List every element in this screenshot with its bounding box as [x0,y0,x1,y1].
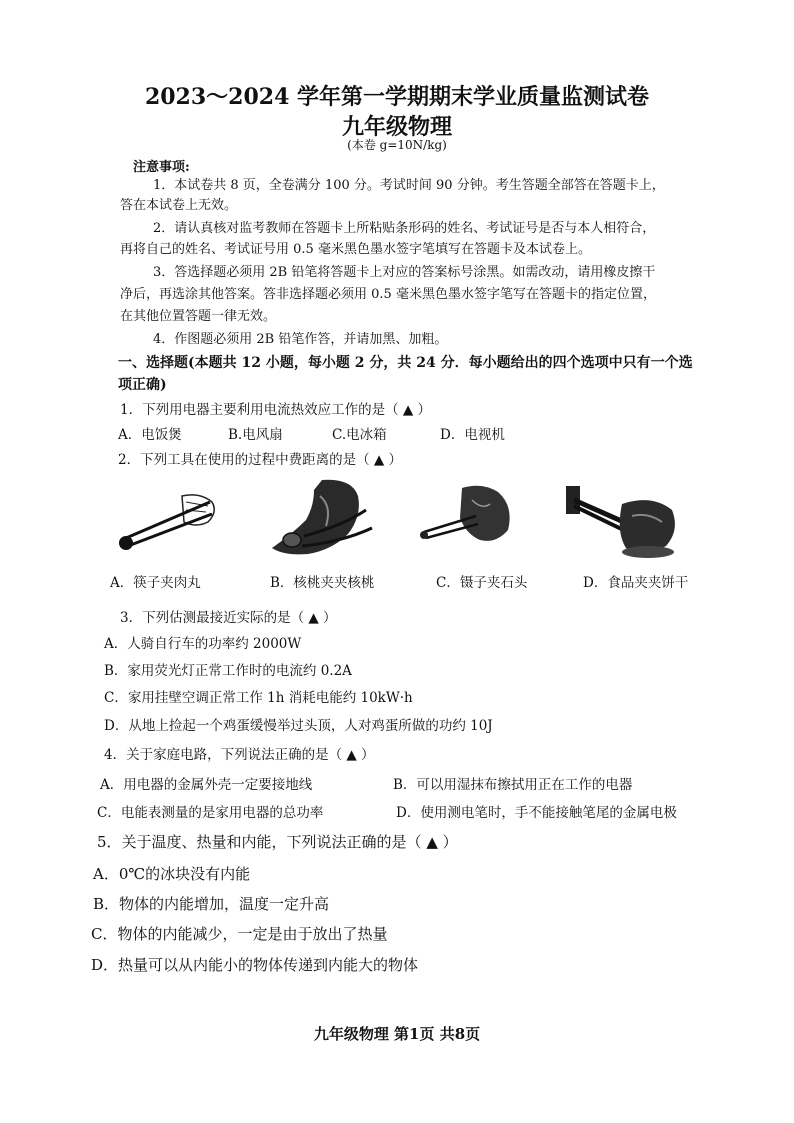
q5-option-b: B．物体的内能增加，温度一定升高 [93,895,330,913]
notes-line: 在其他位置答题一律无效。 [120,309,277,324]
q1-option-c: C.电冰箱 [332,427,387,443]
q2-caption-d: D．食品夹夹饼干 [583,575,689,591]
notes-line: 净后，再选涂其他答案。答非选择题必须用 0.5 毫米黑色墨水签字笔写在答题卡的指定位置， [120,287,656,302]
q5-option-c: C．物体的内能减少，一定是由于放出了热量 [91,925,388,943]
notes-line: 答在本试卷上无效。 [120,198,238,213]
food-clip-illustration [562,482,682,564]
notes-line: 3．答选择题必须用 2B 铅笔将答题卡上对应的答案标号涂黑。如需改动，请用橡皮擦干 [153,265,656,280]
q3-option-a: A．人骑自行车的功率约 2000W [104,636,302,652]
q4-option-d: D．使用测电笔时，手不能接触笔尾的金属电极 [396,805,677,821]
q4-option-a: A．用电器的金属外壳一定要接地线 [100,777,313,793]
q1-option-b: B.电风扇 [228,427,283,443]
q5-option-d: D．热量可以从内能小的物体传递到内能大的物体 [91,956,419,974]
question-3-stem: 3．下列估测最接近实际的是（ ▲ ） [120,610,337,626]
tweezers-illustration [416,482,521,557]
question-4-stem: 4．关于家庭电路，下列说法正确的是（ ▲ ） [104,747,375,763]
q1-option-d: D．电视机 [440,427,505,443]
section-heading-cont: 项正确) [118,377,167,393]
notes-line: 再将自己的姓名、考试证号用 0.5 毫米黑色墨水签字笔填写在答题卡及本试卷上。 [120,242,591,257]
notes-line: 2．请认真核对监考教师在答题卡上所粘贴条形码的姓名、考试证号是否与本人相符合， [153,221,656,236]
q4-option-c: C．电能表测量的是家用电器的总功率 [97,805,324,821]
question-5-stem: 5．关于温度、热量和内能，下列说法正确的是（ ▲ ） [97,833,458,851]
exam-note: (本卷 g=10N/kg) [347,138,447,152]
nutcracker-illustration [262,476,382,561]
exam-title: 2023～2024 学年第一学期期末学业质量监测试卷 [144,84,650,110]
exam-subtitle: 九年级物理 [341,114,452,140]
notes-line: 1．本试卷共 8 页，全卷满分 100 分。考试时间 90 分钟。考生答题全部答在答题卡上， [153,178,665,193]
q2-caption-a: A．筷子夹肉丸 [110,575,201,591]
q3-option-c: C．家用挂壁空调正常工作 1h 消耗电能约 10kW·h [104,690,413,706]
q2-caption-b: B．核桃夹夹核桃 [270,575,375,591]
chopsticks-illustration [112,488,222,558]
page-footer: 九年级物理 第1页 共8页 [313,1025,481,1043]
q4-option-b: B．可以用湿抹布擦拭用正在工作的电器 [393,777,633,793]
question-1-stem: 1．下列用电器主要利用电流热效应工作的是（ ▲ ） [120,402,432,418]
question-2-stem: 2．下列工具在使用的过程中费距离的是（ ▲ ） [118,452,403,468]
section-heading: 一、选择题(本题共 12 小题，每小题 2 分，共 24 分．每小题给出的四个选项中只有一个选 [118,355,693,371]
q2-caption-c: C．镊子夹石头 [436,575,528,591]
q3-option-b: B．家用荧光灯正常工作时的电流约 0.2A [104,663,352,679]
notes-line: 4．作图题必须用 2B 铅笔作答，并请加黑、加粗。 [153,332,448,347]
q1-option-a: A．电饭煲 [118,427,182,443]
q5-option-a: A．0℃的冰块没有内能 [93,865,251,883]
notes-heading: 注意事项: [133,160,190,175]
q3-option-d: D．从地上捡起一个鸡蛋缓慢举过头顶，人对鸡蛋所做的功约 10J [104,718,493,734]
